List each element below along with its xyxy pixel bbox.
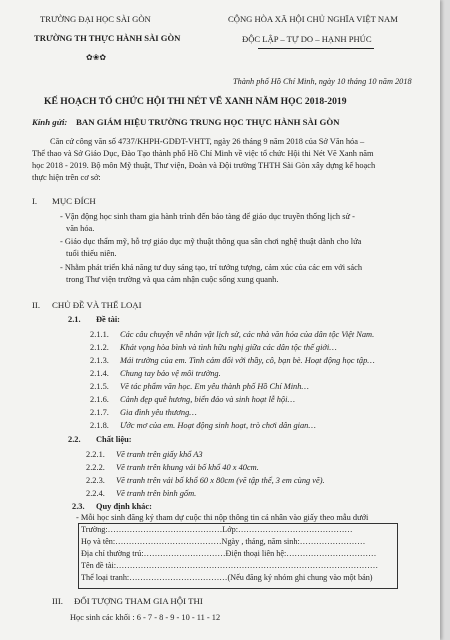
topic-num: 2.1.6. (90, 395, 109, 404)
material-num: 2.2.2. (86, 463, 105, 472)
topic-num: 2.1.3. (90, 356, 109, 365)
purpose-bullet-3: - Nhằm phát triển khả năng tư duy sáng tạo, trí tưởng tượng, cảm xúc của các em với sách (60, 263, 363, 272)
topic-text: Ước mơ của em. Hoạt động sinh hoạt, trò chơi dân gian… (120, 421, 316, 430)
header-ornament: ✿❀✿ (86, 53, 107, 62)
material-num: 2.2.4. (86, 489, 105, 498)
subsection-2-1-title: Đề tài: (96, 315, 120, 324)
purpose-bullet-2: - Giáo dục thẩm mỹ, hỗ trợ giáo dục mỹ thuật thông qua sân chơi nghệ thuật dành cho lứa (60, 237, 362, 246)
date-line: Thành phố Hồ Chí Minh, ngày 10 tháng 10 năm 2018 (233, 77, 412, 86)
purpose-bullet-1: - Vận động học sinh tham gia hành trình đến bảo tàng để giáo dục truyền thống lịch sử - (60, 212, 355, 221)
topic-num: 2.1.2. (90, 343, 109, 352)
form-row-topic: Tên đề tài:…………………………………………………………………………………… (81, 561, 379, 570)
subsection-2-3-number: 2.3. (72, 502, 85, 511)
material-text: Vẽ tranh trên bình gốm. (116, 489, 197, 498)
section-3-title: ĐỐI TƯỢNG THAM GIA HỘI THI (74, 596, 203, 606)
intro-line-1: Căn cứ công văn số 4737/KHPH-GDĐT-VHTT, ngày 26 tháng 9 năm 2018 của Sở Văn hóa – (50, 137, 365, 146)
topic-num: 2.1.4. (90, 369, 109, 378)
purpose-bullet-2-cont: tuổi thiếu niên. (66, 249, 117, 258)
registration-rule: - Mỗi học sinh đăng ký tham dự cuộc thi nộp thông tin cá nhân vào giấy theo mẫu dưới (76, 513, 369, 522)
topic-text: Các câu chuyện về nhân vật lịch sử, các nhà văn hóa của dân tộc Việt Nam. (120, 330, 375, 339)
topic-text: Gia đình yêu thương… (120, 408, 197, 417)
university-name: TRƯỜNG ĐẠI HỌC SÀI GÒN (40, 14, 151, 24)
purpose-bullet-3-cont: trong Thư viện trường và qua cảm nhận cuộc sống xung quanh. (66, 275, 279, 284)
subsection-2-1-number: 2.1. (68, 315, 81, 324)
form-row-category: Thể loại tranh:………………………………(Nếu đăng ký nhóm ghi chung vào một bản) (81, 573, 373, 582)
nation-name: CỘNG HÒA XÃ HỘI CHỦ NGHĨA VIỆT NAM (228, 14, 398, 24)
purpose-bullet-1-cont: văn hóa. (66, 224, 95, 233)
recipient: BAN GIÁM HIỆU TRƯỜNG TRUNG HỌC THỰC HÀNH SÀI GÒN (76, 117, 340, 127)
topic-text: Mái trường của em. Tình cảm đối với thầy, cô, bạn bè. Hoạt động học tập… (120, 356, 375, 365)
form-row-name: Họ và tên:…………………………………Ngày , tháng, năm sinh:…………………… (81, 537, 366, 546)
motto-underline (258, 48, 374, 49)
topic-text: Cảnh đẹp quê hương, biển đảo và sinh hoạt lễ hội… (120, 395, 295, 404)
intro-line-2: Thể thao và Sở Giáo Dục, Đào Tạo thành phố Hồ Chí Minh về việc tổ chức Hội thi Nét Vẽ Xanh năm (32, 149, 374, 158)
section-3-number: III. (52, 596, 63, 606)
subsection-2-3-title: Quy định khác: (96, 502, 152, 511)
topic-text: Vẽ tác phẩm văn học. Em yêu thành phố Hồ Chí Minh… (120, 382, 309, 391)
subsection-2-2-title: Chất liệu: (96, 435, 132, 444)
participants-text: Học sinh các khối : 6 - 7 - 8 - 9 - 10 - 11 - 12 (70, 613, 221, 622)
topic-num: 2.1.5. (90, 382, 109, 391)
recipient-label: Kính gửi: (32, 117, 68, 127)
form-row-address: Địa chỉ thường trú:…………………………Điện thoại liên hệ:…………………………… (81, 549, 377, 558)
form-row-school: Trường:……………………………………Lớp:…………………………………… (81, 525, 353, 534)
document-title: KẾ HOẠCH TỔ CHỨC HỘI THI NÉT VẼ XANH NĂM HỌC 2018-2019 (44, 96, 347, 107)
topic-text: Chung tay bảo vệ môi trường. (120, 369, 221, 378)
material-text: Vẽ tranh trên khung vải bố khổ 40 x 40cm. (116, 463, 259, 472)
material-text: Vẽ tranh trên vải bố khổ 60 x 80cm (vẽ tập thể, 3 em cùng vẽ). (116, 476, 325, 485)
national-motto: ĐỘC LẬP – TỰ DO – HẠNH PHÚC (242, 34, 372, 44)
topic-num: 2.1.1. (90, 330, 109, 339)
intro-line-3: học 2018 - 2019. Bộ môn Mỹ thuật, Thư viện, Đoàn và Đội trường THTH Sài Gòn xây dựng kế hoạch (32, 161, 376, 170)
section-1-title: MỤC ĐÍCH (52, 196, 96, 206)
topic-num: 2.1.8. (90, 421, 109, 430)
registration-form-template (78, 523, 398, 589)
topic-num: 2.1.7. (90, 408, 109, 417)
section-2-title: CHỦ ĐỀ VÀ THỂ LOẠI (52, 300, 142, 310)
material-num: 2.2.3. (86, 476, 105, 485)
topic-text: Khát vọng hòa bình và tình hữu nghị giữa các dân tộc thế giới… (120, 343, 337, 352)
intro-line-4: thực hiện trên cơ sở: (32, 173, 101, 182)
section-1-number: I. (32, 196, 38, 206)
material-text: Vẽ tranh trên giấy khổ A3 (116, 450, 203, 459)
school-name: TRƯỜNG TH THỰC HÀNH SÀI GÒN (34, 33, 181, 43)
section-2-number: II. (32, 300, 41, 310)
material-num: 2.2.1. (86, 450, 105, 459)
subsection-2-2-number: 2.2. (68, 435, 81, 444)
